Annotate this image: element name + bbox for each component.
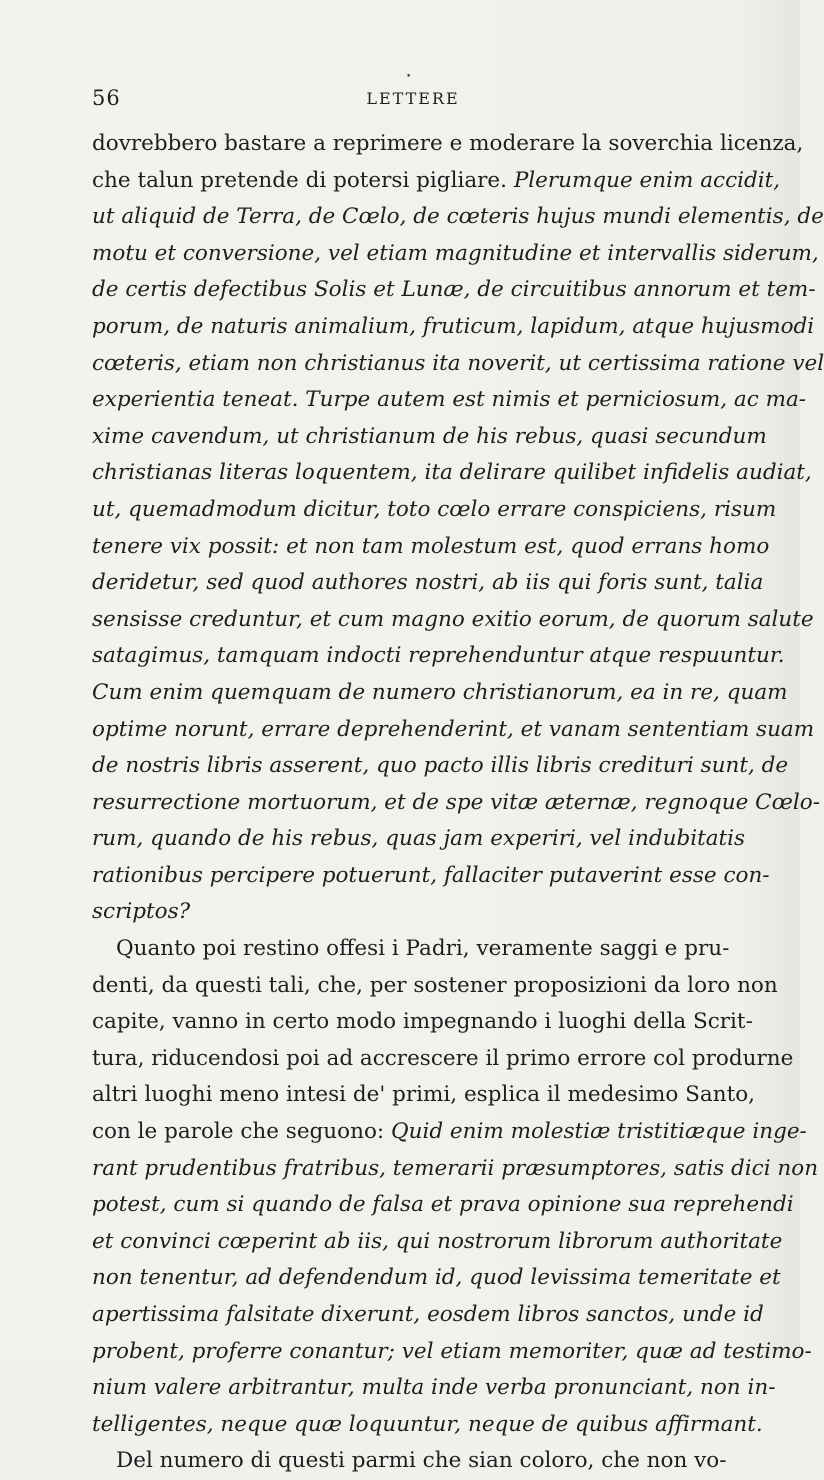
text-line: satagimus, tamquam indocti reprehenduntur atque respuuntur. — [92, 643, 785, 669]
text-line: tenere vix possit: et non tam molestum est, quod errans homo — [92, 533, 770, 559]
text-line: xime cavendum, ut christianum de his rebus, quasi secundum — [92, 423, 767, 449]
text-line: capite, vanno in certo modo impegnando i luoghi della Scrit- — [92, 1009, 753, 1035]
text-line: deridetur, sed quod authores nostri, ab iis qui foris sunt, talia — [92, 570, 764, 596]
printer-mark: • — [406, 72, 412, 82]
text-span-italic: Quid enim molestiæ tristitiæque inge- — [390, 1119, 807, 1145]
text-line: probent, proferre conantur; vel etiam memoriter, quæ ad testimo- — [92, 1338, 812, 1364]
text-line: de certis defectibus Solis et Lunæ, de circuitibus annorum et tem- — [92, 277, 816, 303]
text-line: tura, riducendosi poi ad accrescere il primo errore col produrne — [92, 1045, 794, 1071]
text-line: dovrebbero bastare a reprimere e moderare la soverchia licenza, — [92, 131, 804, 156]
text-line: non tenentur, ad defendendum id, quod levissima temeritate et — [92, 1265, 781, 1291]
text-line: rationibus percipere potuerunt, fallaciter putaverint esse con- — [92, 862, 770, 888]
text-line: nium valere arbitrantur, multa inde verba pronunciant, non in- — [92, 1375, 776, 1401]
text-span-roman: che talun pretende di potersi pigliare. — [92, 167, 514, 193]
text-line: telligentes, neque quæ loquuntur, neque de quibus affirmant. — [92, 1411, 763, 1437]
text-line: porum, de naturis animalium, fruticum, lapidum, atque hujusmodi — [92, 313, 815, 339]
text-line: experientia teneat. Turpe autem est nimis et perniciosum, ac ma- — [92, 387, 807, 413]
running-head: LETTERE — [366, 89, 460, 108]
text-line: de nostris libris asserent, quo pacto illis libris credituri sunt, de — [92, 753, 789, 779]
text-line — [92, 163, 781, 200]
text-line: christianas literas loquentem, ita delirare quilibet infidelis audiat, — [92, 460, 812, 486]
text-line: potest, cum si quando de falsa et prava opinione sua reprehendi — [92, 1192, 794, 1218]
page-header — [92, 86, 714, 116]
text-line: apertissima falsitate dixerunt, eosdem libros sanctos, unde id — [92, 1302, 764, 1327]
text-line: altri luoghi meno intesi de' primi, esplica il medesimo Santo, — [92, 1082, 755, 1108]
text-line: cœteris, etiam non christianus ita noverit, ut certissima ratione vel — [92, 350, 824, 376]
text-line: sensisse creduntur, et cum magno exitio eorum, de quorum salute — [92, 606, 814, 632]
text-line: scriptos? — [92, 899, 191, 925]
text-span-italic: Plerumque enim accidit, — [513, 167, 781, 193]
text-line: denti, da questi tali, che, per sostener proposizioni da loro non — [92, 972, 778, 998]
text-line: optime norunt, errare deprehenderint, et vanam sententiam suam — [92, 716, 815, 742]
text-line: rum, quando de his rebus, quas jam experiri, vel indubitatis — [92, 826, 746, 852]
page-number: 56 — [92, 86, 121, 110]
text-line: ut aliquid de Terra, de Cœlo, de cœteris hujus mundi elementis, de — [92, 204, 824, 230]
text-line: Quanto poi restino offesi i Padri, veramente saggi e pru- — [116, 936, 730, 962]
text-line: ut, quemadmodum dicitur, toto cœlo errare conspiciens, risum — [92, 496, 777, 522]
text-line: Del numero di questi parmi che sian coloro, che non vo- — [116, 1448, 727, 1474]
text-line: rant prudentibus fratribus, temerarii præsumptores, satis dici non — [92, 1155, 819, 1181]
text-line: motu et conversione, vel etiam magnitudine et intervallis siderum, — [92, 240, 819, 266]
text-line — [92, 1114, 807, 1151]
text-line: Cum enim quemquam de numero christianorum, ea in re, quam — [92, 679, 788, 705]
text-line: et convinci cœperint ab iis, qui nostrorum librorum authoritate — [92, 1228, 783, 1254]
body-text — [92, 126, 824, 1480]
text-line: resurrectione mortuorum, et de spe vitæ æternæ, regnoque Cœlo- — [92, 789, 820, 815]
text-span-roman: con le parole che seguono: — [92, 1119, 391, 1145]
